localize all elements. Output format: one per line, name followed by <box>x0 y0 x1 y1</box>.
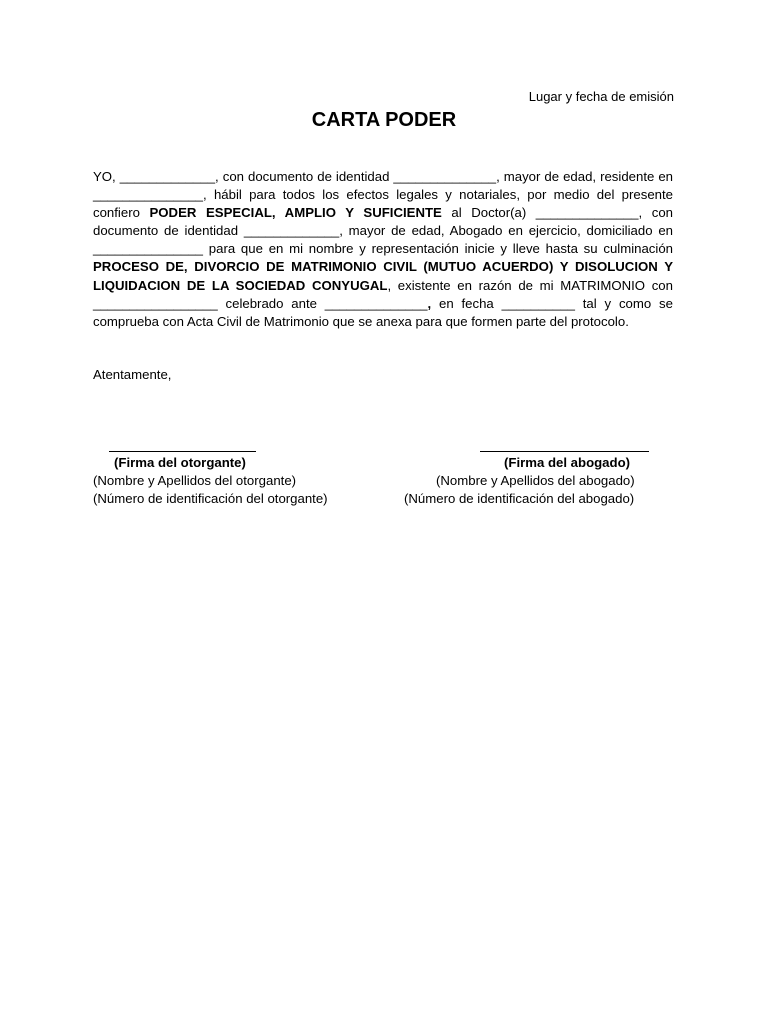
lawyer-signature-label: (Firma del abogado) <box>504 455 631 470</box>
body-bold-3: , <box>427 295 432 311</box>
body-text-3: , existente en razón de mi MATRIMONIO con _________________ celebrado ante ______________ <box>93 277 673 311</box>
lawyer-name-label: (Nombre y Apellidos del abogado) <box>436 473 635 488</box>
body-bold-2: PROCESO DE, DIVORCIO DE MATRIMONIO CIVIL (MUTUO ACUERDO) Y DISOLUCION Y LIQUIDACION DE LA SOCIEDAD CONYUGAL <box>93 259 673 293</box>
grantor-name-label: (Nombre y Apellidos del otorgante) <box>93 473 297 488</box>
document-body <box>93 168 673 331</box>
grantor-signature-line <box>109 451 256 452</box>
grantor-id-label: (Número de identificación del otorgante) <box>93 491 328 506</box>
lawyer-signature-line <box>480 451 649 452</box>
body-text-4: en fecha __________ tal y como se comprueba con Acta Civil de Matrimonio que se anexa para que formen parte del protocolo. <box>93 295 673 329</box>
lawyer-signature-block <box>398 454 668 508</box>
body-bold-1: PODER ESPECIAL, AMPLIO Y SUFICIENTE <box>149 205 442 221</box>
body-text-1: YO, _____________, con documento de identidad ______________, mayor de edad, residente en _______________, hábil para todos los efectos legales y notariales, por medio del presente confiero <box>93 169 673 221</box>
lawyer-id-label: (Número de identificación del abogado) <box>404 491 635 506</box>
body-text-2: al Doctor(a) ______________, con documento de identidad _____________, mayor de edad, Abogado en ejercicio, domiciliado en _______________ para que en mi nombre y representación inicie y lleve hasta su culminación <box>93 205 673 257</box>
grantor-signature-block <box>93 454 363 508</box>
place-and-date: Lugar y fecha de emisión <box>528 89 674 104</box>
document-title: CARTA PODER <box>311 109 457 131</box>
grantor-signature-label: (Firma del otorgante) <box>114 455 246 470</box>
closing: Atentamente, <box>93 367 172 382</box>
